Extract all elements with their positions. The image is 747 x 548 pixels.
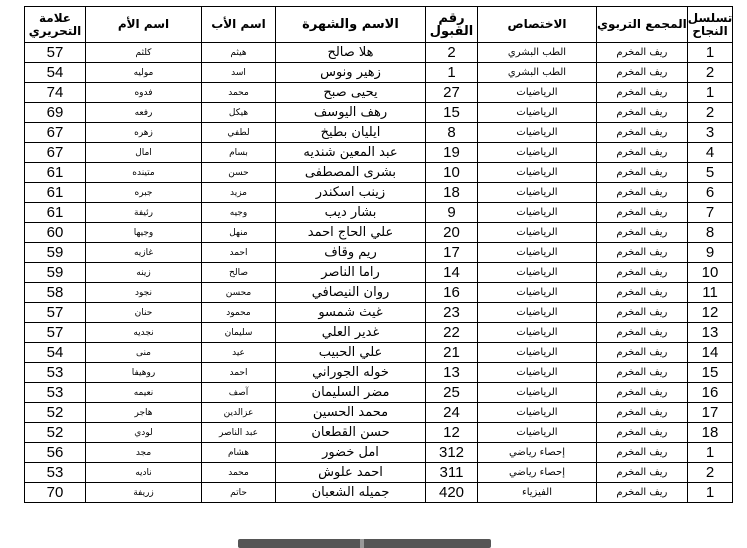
cell-father: سليمان bbox=[202, 323, 276, 343]
cell-specialty: الرياضيات bbox=[478, 283, 597, 303]
cell-specialty: الرياضيات bbox=[478, 403, 597, 423]
cell-seq: 16 bbox=[687, 383, 733, 403]
cell-specialty: الرياضيات bbox=[478, 363, 597, 383]
scrollbar-thumb[interactable] bbox=[360, 539, 364, 548]
cell-admission-no: 2 bbox=[426, 43, 478, 63]
cell-father: حاتم bbox=[202, 483, 276, 503]
table-row bbox=[25, 243, 733, 263]
cell-mother: رفعه bbox=[86, 103, 202, 123]
cell-mother: مجد bbox=[86, 443, 202, 463]
table-body bbox=[25, 43, 733, 503]
cell-mother: نعيمه bbox=[86, 383, 202, 403]
header-row bbox=[25, 7, 733, 43]
cell-full-name: مضر السليمان bbox=[276, 383, 426, 403]
table-row bbox=[25, 403, 733, 423]
cell-father: مزيد bbox=[202, 183, 276, 203]
cell-admission-no: 12 bbox=[426, 423, 478, 443]
cell-written-score: 60 bbox=[25, 223, 86, 243]
cell-written-score: 59 bbox=[25, 243, 86, 263]
cell-father: صالح bbox=[202, 263, 276, 283]
cell-seq: 2 bbox=[687, 463, 733, 483]
header-complex: المجمع التربوي bbox=[597, 7, 688, 43]
cell-admission-no: 23 bbox=[426, 303, 478, 323]
cell-father: هيثم bbox=[202, 43, 276, 63]
cell-specialty: الطب البشري bbox=[478, 63, 597, 83]
cell-complex: ريف المخرم bbox=[597, 403, 688, 423]
cell-full-name: خوله الجوراني bbox=[276, 363, 426, 383]
cell-complex: ريف المخرم bbox=[597, 283, 688, 303]
cell-written-score: 57 bbox=[25, 303, 86, 323]
cell-written-score: 70 bbox=[25, 483, 86, 503]
cell-full-name: هلا صالح bbox=[276, 43, 426, 63]
cell-seq: 1 bbox=[687, 43, 733, 63]
cell-written-score: 67 bbox=[25, 143, 86, 163]
table-row bbox=[25, 83, 733, 103]
table-row bbox=[25, 223, 733, 243]
table-row bbox=[25, 463, 733, 483]
cell-complex: ريف المخرم bbox=[597, 423, 688, 443]
cell-father: عبد الناصر bbox=[202, 423, 276, 443]
cell-admission-no: 15 bbox=[426, 103, 478, 123]
cell-father: بسام bbox=[202, 143, 276, 163]
cell-complex: ريف المخرم bbox=[597, 383, 688, 403]
cell-specialty: الفيزياء bbox=[478, 483, 597, 503]
cell-specialty: الطب البشري bbox=[478, 43, 597, 63]
cell-full-name: بشرى المصطفى bbox=[276, 163, 426, 183]
cell-mother: وجيها bbox=[86, 223, 202, 243]
cell-seq: 1 bbox=[687, 83, 733, 103]
cell-full-name: حسن القطعان bbox=[276, 423, 426, 443]
table-row bbox=[25, 203, 733, 223]
cell-admission-no: 10 bbox=[426, 163, 478, 183]
cell-mother: امال bbox=[86, 143, 202, 163]
cell-written-score: 53 bbox=[25, 363, 86, 383]
cell-complex: ريف المخرم bbox=[597, 243, 688, 263]
cell-specialty: الرياضيات bbox=[478, 243, 597, 263]
cell-mother: نجود bbox=[86, 283, 202, 303]
cell-written-score: 58 bbox=[25, 283, 86, 303]
table-row bbox=[25, 103, 733, 123]
header-mother: اسم الأم bbox=[86, 7, 202, 43]
cell-father: وجيه bbox=[202, 203, 276, 223]
cell-seq: 2 bbox=[687, 63, 733, 83]
cell-father: محسن bbox=[202, 283, 276, 303]
cell-seq: 13 bbox=[687, 323, 733, 343]
cell-father: محمد bbox=[202, 463, 276, 483]
cell-father: احمد bbox=[202, 243, 276, 263]
cell-seq: 9 bbox=[687, 243, 733, 263]
cell-specialty: الرياضيات bbox=[478, 143, 597, 163]
table-row bbox=[25, 323, 733, 343]
table-row bbox=[25, 183, 733, 203]
cell-full-name: محمد الحسين bbox=[276, 403, 426, 423]
cell-mother: غازيه bbox=[86, 243, 202, 263]
cell-seq: 14 bbox=[687, 343, 733, 363]
cell-admission-no: 25 bbox=[426, 383, 478, 403]
table-row bbox=[25, 423, 733, 443]
cell-full-name: يحيى صبح bbox=[276, 83, 426, 103]
cell-complex: ريف المخرم bbox=[597, 443, 688, 463]
cell-admission-no: 20 bbox=[426, 223, 478, 243]
cell-complex: ريف المخرم bbox=[597, 43, 688, 63]
cell-mother: متينده bbox=[86, 163, 202, 183]
cell-specialty: الرياضيات bbox=[478, 83, 597, 103]
cell-admission-no: 16 bbox=[426, 283, 478, 303]
cell-admission-no: 22 bbox=[426, 323, 478, 343]
cell-specialty: إحصاء رياضي bbox=[478, 443, 597, 463]
cell-written-score: 74 bbox=[25, 83, 86, 103]
cell-written-score: 52 bbox=[25, 403, 86, 423]
cell-admission-no: 19 bbox=[426, 143, 478, 163]
cell-full-name: زينب اسكندر bbox=[276, 183, 426, 203]
table-row bbox=[25, 43, 733, 63]
cell-seq: 15 bbox=[687, 363, 733, 383]
cell-admission-no: 17 bbox=[426, 243, 478, 263]
header-admission-no: رقم القبول bbox=[426, 7, 478, 43]
cell-full-name: امل خضور bbox=[276, 443, 426, 463]
cell-seq: 1 bbox=[687, 443, 733, 463]
cell-complex: ريف المخرم bbox=[597, 123, 688, 143]
cell-full-name: غيث شمسو bbox=[276, 303, 426, 323]
cell-written-score: 53 bbox=[25, 383, 86, 403]
results-sheet bbox=[24, 6, 733, 503]
cell-specialty: الرياضيات bbox=[478, 103, 597, 123]
cell-mother: زهره bbox=[86, 123, 202, 143]
header-specialty: الاختصاص bbox=[478, 7, 597, 43]
cell-written-score: 54 bbox=[25, 63, 86, 83]
header-father: اسم الأب bbox=[202, 7, 276, 43]
cell-admission-no: 312 bbox=[426, 443, 478, 463]
cell-specialty: الرياضيات bbox=[478, 343, 597, 363]
cell-full-name: ريم وقاف bbox=[276, 243, 426, 263]
cell-complex: ريف المخرم bbox=[597, 363, 688, 383]
cell-complex: ريف المخرم bbox=[597, 223, 688, 243]
cell-seq: 6 bbox=[687, 183, 733, 203]
horizontal-scrollbar[interactable] bbox=[238, 539, 491, 548]
cell-full-name: بشار ديب bbox=[276, 203, 426, 223]
cell-seq: 12 bbox=[687, 303, 733, 323]
cell-full-name: احمد علوش bbox=[276, 463, 426, 483]
cell-seq: 8 bbox=[687, 223, 733, 243]
cell-full-name: عبد المعين شنديه bbox=[276, 143, 426, 163]
cell-specialty: إحصاء رياضي bbox=[478, 463, 597, 483]
cell-father: عزالدين bbox=[202, 403, 276, 423]
cell-specialty: الرياضيات bbox=[478, 223, 597, 243]
table-row bbox=[25, 283, 733, 303]
cell-admission-no: 311 bbox=[426, 463, 478, 483]
results-table bbox=[24, 6, 733, 503]
cell-seq: 10 bbox=[687, 263, 733, 283]
cell-seq: 11 bbox=[687, 283, 733, 303]
cell-seq: 17 bbox=[687, 403, 733, 423]
cell-complex: ريف المخرم bbox=[597, 303, 688, 323]
cell-specialty: الرياضيات bbox=[478, 423, 597, 443]
cell-written-score: 57 bbox=[25, 43, 86, 63]
cell-father: هيكل bbox=[202, 103, 276, 123]
cell-seq: 3 bbox=[687, 123, 733, 143]
table-row bbox=[25, 303, 733, 323]
cell-mother: رئيفة bbox=[86, 203, 202, 223]
cell-specialty: الرياضيات bbox=[478, 163, 597, 183]
cell-father: عيد bbox=[202, 343, 276, 363]
cell-complex: ريف المخرم bbox=[597, 183, 688, 203]
cell-complex: ريف المخرم bbox=[597, 83, 688, 103]
cell-mother: فدوه bbox=[86, 83, 202, 103]
cell-written-score: 53 bbox=[25, 463, 86, 483]
cell-seq: 18 bbox=[687, 423, 733, 443]
cell-written-score: 61 bbox=[25, 203, 86, 223]
cell-full-name: ايليان بطيخ bbox=[276, 123, 426, 143]
cell-written-score: 61 bbox=[25, 183, 86, 203]
cell-seq: 2 bbox=[687, 103, 733, 123]
cell-father: لطفي bbox=[202, 123, 276, 143]
cell-written-score: 56 bbox=[25, 443, 86, 463]
cell-mother: روهيفا bbox=[86, 363, 202, 383]
header-seq: تسلسل النجاح bbox=[687, 7, 733, 43]
cell-admission-no: 420 bbox=[426, 483, 478, 503]
cell-seq: 7 bbox=[687, 203, 733, 223]
cell-complex: ريف المخرم bbox=[597, 263, 688, 283]
table-row bbox=[25, 123, 733, 143]
cell-full-name: جميله الشعبان bbox=[276, 483, 426, 503]
cell-complex: ريف المخرم bbox=[597, 143, 688, 163]
table-row bbox=[25, 383, 733, 403]
cell-mother: نجديه bbox=[86, 323, 202, 343]
cell-father: آصف bbox=[202, 383, 276, 403]
cell-written-score: 67 bbox=[25, 123, 86, 143]
cell-specialty: الرياضيات bbox=[478, 323, 597, 343]
cell-written-score: 61 bbox=[25, 163, 86, 183]
table-row bbox=[25, 483, 733, 503]
cell-full-name: راما الناصر bbox=[276, 263, 426, 283]
cell-admission-no: 27 bbox=[426, 83, 478, 103]
cell-complex: ريف المخرم bbox=[597, 463, 688, 483]
cell-specialty: الرياضيات bbox=[478, 263, 597, 283]
cell-admission-no: 24 bbox=[426, 403, 478, 423]
cell-mother: موليه bbox=[86, 63, 202, 83]
cell-written-score: 59 bbox=[25, 263, 86, 283]
cell-full-name: رهف اليوسف bbox=[276, 103, 426, 123]
cell-seq: 5 bbox=[687, 163, 733, 183]
cell-seq: 1 bbox=[687, 483, 733, 503]
cell-written-score: 57 bbox=[25, 323, 86, 343]
cell-complex: ريف المخرم bbox=[597, 323, 688, 343]
table-row bbox=[25, 363, 733, 383]
cell-admission-no: 1 bbox=[426, 63, 478, 83]
cell-admission-no: 21 bbox=[426, 343, 478, 363]
cell-father: اسد bbox=[202, 63, 276, 83]
cell-admission-no: 13 bbox=[426, 363, 478, 383]
cell-mother: زريفة bbox=[86, 483, 202, 503]
cell-specialty: الرياضيات bbox=[478, 183, 597, 203]
cell-complex: ريف المخرم bbox=[597, 203, 688, 223]
cell-admission-no: 8 bbox=[426, 123, 478, 143]
cell-mother: ناديه bbox=[86, 463, 202, 483]
cell-written-score: 54 bbox=[25, 343, 86, 363]
cell-complex: ريف المخرم bbox=[597, 103, 688, 123]
header-written-score: علامة التحريري bbox=[25, 7, 86, 43]
cell-admission-no: 14 bbox=[426, 263, 478, 283]
table-row bbox=[25, 343, 733, 363]
cell-mother: منى bbox=[86, 343, 202, 363]
table-row bbox=[25, 163, 733, 183]
cell-specialty: الرياضيات bbox=[478, 123, 597, 143]
table-row bbox=[25, 263, 733, 283]
cell-full-name: غدير العلي bbox=[276, 323, 426, 343]
cell-mother: زينه bbox=[86, 263, 202, 283]
cell-complex: ريف المخرم bbox=[597, 63, 688, 83]
cell-father: هشام bbox=[202, 443, 276, 463]
cell-full-name: علي الحبيب bbox=[276, 343, 426, 363]
cell-complex: ريف المخرم bbox=[597, 343, 688, 363]
cell-specialty: الرياضيات bbox=[478, 383, 597, 403]
cell-admission-no: 18 bbox=[426, 183, 478, 203]
cell-mother: حنان bbox=[86, 303, 202, 323]
cell-complex: ريف المخرم bbox=[597, 483, 688, 503]
table-row bbox=[25, 143, 733, 163]
cell-full-name: زهير ونوس bbox=[276, 63, 426, 83]
table-row bbox=[25, 443, 733, 463]
header-full-name: الاسم والشهرة bbox=[276, 7, 426, 43]
cell-full-name: علي الحاج احمد bbox=[276, 223, 426, 243]
cell-specialty: الرياضيات bbox=[478, 303, 597, 323]
cell-father: محمود bbox=[202, 303, 276, 323]
cell-mother: هاجر bbox=[86, 403, 202, 423]
cell-complex: ريف المخرم bbox=[597, 163, 688, 183]
cell-seq: 4 bbox=[687, 143, 733, 163]
table-row bbox=[25, 63, 733, 83]
cell-written-score: 69 bbox=[25, 103, 86, 123]
cell-mother: كلثم bbox=[86, 43, 202, 63]
cell-admission-no: 9 bbox=[426, 203, 478, 223]
cell-mother: لودي bbox=[86, 423, 202, 443]
cell-specialty: الرياضيات bbox=[478, 203, 597, 223]
cell-mother: جبره bbox=[86, 183, 202, 203]
cell-father: احمد bbox=[202, 363, 276, 383]
cell-father: حسن bbox=[202, 163, 276, 183]
cell-full-name: روان النيصافي bbox=[276, 283, 426, 303]
cell-father: منهل bbox=[202, 223, 276, 243]
cell-written-score: 52 bbox=[25, 423, 86, 443]
table-header bbox=[25, 7, 733, 43]
cell-father: محمد bbox=[202, 83, 276, 103]
